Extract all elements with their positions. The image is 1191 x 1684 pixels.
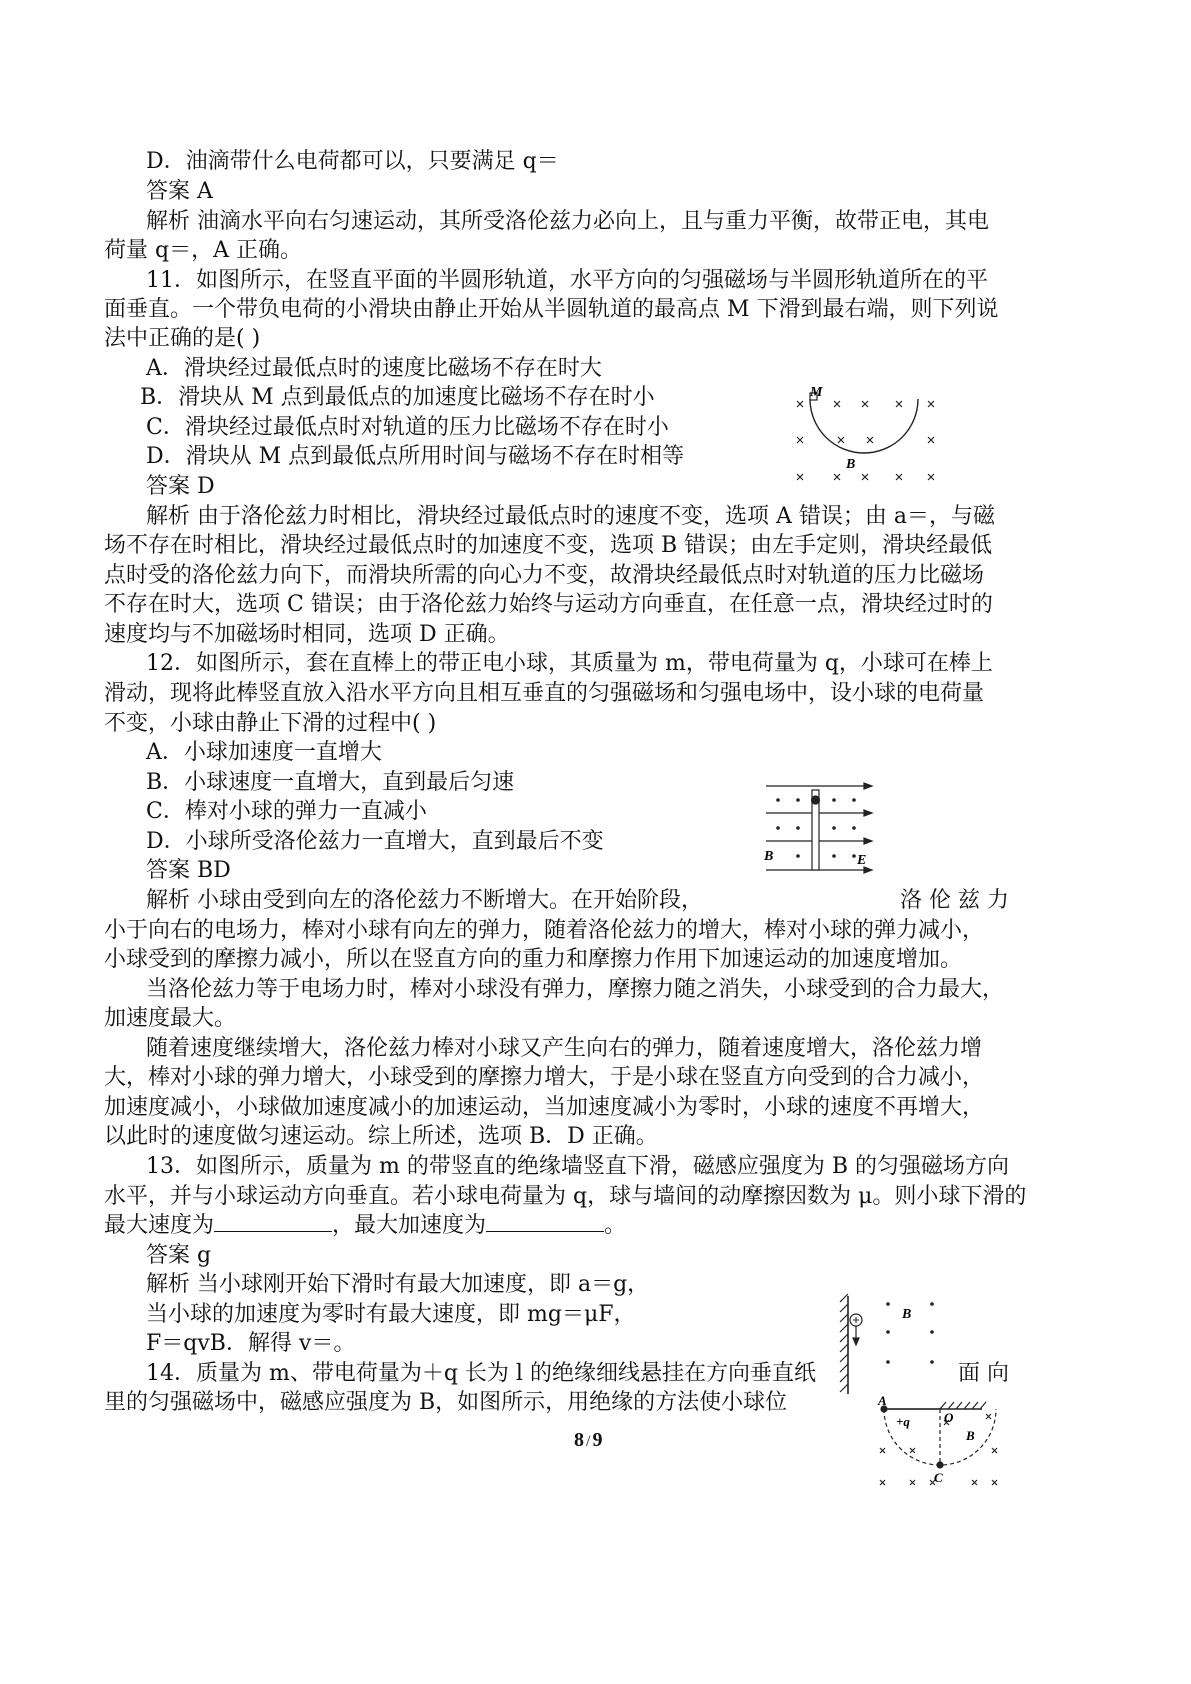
label-b: B <box>966 1428 975 1443</box>
question-12: 12．如图所示，套在直棒上的带正电小球，其质量为 m，带电荷量为 q，小球可在棒上 <box>146 651 993 676</box>
text-line: 解析 当小球刚开始下滑时有最大加速度，即 a＝g， <box>146 1272 650 1297</box>
text-line: 小于向右的电场力，棒对小球有向左的弹力，随着洛伦兹力的增大，棒对小球的弹力减小， <box>104 918 985 943</box>
page-number <box>574 1429 602 1452</box>
text-segment: ，最大加速度为 <box>332 1213 487 1238</box>
option-c: C．滑块经过最低点时对轨道的压力比磁场不存在时小 <box>146 415 669 440</box>
ball-c <box>937 1462 943 1468</box>
figure-q14 <box>868 1390 1008 1500</box>
text-line: 解析 油滴水平向右匀速运动，其所受洛伦兹力必向上，且与重力平衡，故带正电，其电 <box>146 209 989 234</box>
answer-blank-1 <box>214 1211 332 1232</box>
text-line: 荷量 q＝，A 正确。 <box>104 238 302 263</box>
text-line: 水平，并与小球运动方向垂直。若小球电荷量为 q，球与墙间的动摩擦因数为 μ。则小球下滑的 <box>104 1184 1027 1209</box>
text-line: 滑动，现将此棒竖直放入沿水平方向且相互垂直的匀强磁场和匀强电场中，设小球的电荷量 <box>104 681 985 706</box>
question-14: 14．质量为 m、带电荷量为＋q 长为 l 的绝缘细线悬挂在方向垂直纸 <box>146 1361 816 1386</box>
answer-line: 答案 g <box>146 1243 212 1268</box>
label-b: B <box>846 457 856 472</box>
option-d: D．小球所受洛伦兹力一直增大，直到最后不变 <box>146 829 604 854</box>
text-line: 不变，小球由静止下滑的过程中( ) <box>104 711 437 736</box>
text-line: F＝qvB．解得 v＝。 <box>146 1331 356 1356</box>
text-line: 不存在时大，选项 C 错误；由于洛伦兹力始终与运动方向垂直，在任意一点，滑块经过时的 <box>104 592 993 617</box>
text-line: 面垂直。一个带负电荷的小滑块由静止开始从半圆轨道的最高点 M 下滑到最右端，则下列说 <box>104 297 999 322</box>
text-line: 加速度减小，小球做加速度减小的加速运动，当加速度减小为零时，小球的速度不再增大， <box>104 1095 985 1120</box>
text-line: 以此时的速度做匀速运动。综上所述，选项 B．D 正确。 <box>104 1124 658 1149</box>
text-line: 当洛伦兹力等于电场力时，棒对小球没有弹力，摩擦力随之消失，小球受到的合力最大， <box>146 977 1005 1002</box>
text-segment: 。 <box>604 1213 627 1238</box>
text-line: 大，棒对小球的弹力增大，小球受到的摩擦力增大，于是小球在竖直方向受到的合力减小， <box>104 1065 985 1090</box>
label-charge: +q <box>896 1414 910 1429</box>
option-c: C．棒对小球的弹力一直减小 <box>146 799 427 824</box>
answer-line: 答案 BD <box>146 858 231 883</box>
text-line: 里的匀强磁场中，磁感应强度为 B，如图所示，用绝缘的方法使小球位 <box>104 1390 788 1415</box>
question-11: 11．如图所示，在竖直平面的半圆形轨道，水平方向的匀强磁场与半圆形轨道所在的平 <box>146 268 988 293</box>
text-line: 解析 由于洛伦兹力时相比，滑块经过最低点时的速度不变，选项 A 错误；由 a＝，与磁 <box>146 504 995 529</box>
page-total: 9 <box>592 1429 603 1451</box>
option-a: A．小球加速度一直增大 <box>146 740 382 765</box>
label-e: E <box>857 853 867 868</box>
fill-in-line <box>104 1211 626 1241</box>
text-line: 场不存在时相比，滑块经过最低点时的加速度不变，选项 B 错误；由左手定则，滑块经最低 <box>104 533 993 558</box>
option-b: B．滑块从 M 点到最低点的加速度比磁场不存在时小 <box>140 385 655 410</box>
figure-q13 <box>836 1290 956 1400</box>
text-line: D．油滴带什么电荷都可以，只要满足 q＝ <box>146 149 559 174</box>
ceiling-hatching <box>940 1402 986 1409</box>
question-13: 13．如图所示，质量为 m 的带竖直的绝缘墙竖直下滑，磁感应强度为 B 的匀强磁场方向 <box>146 1154 1009 1179</box>
text-line: 小球受到的摩擦力减小，所以在竖直方向的重力和摩擦力作用下加速运动的加速度增加。 <box>104 947 963 972</box>
text-line: 面 向 <box>958 1361 1009 1386</box>
option-a: A．滑块经过最低点时的速度比磁场不存在时大 <box>146 356 602 381</box>
answer-line: 答案 D <box>146 474 215 499</box>
figure-q11 <box>790 384 950 494</box>
charged-ball <box>812 796 820 804</box>
figure-q12 <box>762 776 882 886</box>
page-current: 8 <box>574 1429 584 1451</box>
label-m: M <box>810 385 823 400</box>
text-line: 加速度最大。 <box>104 1006 237 1031</box>
label-o: O <box>944 1410 954 1425</box>
page-separator: / <box>586 1433 591 1450</box>
text-segment: 最大速度为 <box>104 1213 215 1238</box>
answer-line: 答案 A <box>146 179 213 204</box>
text-line: 解析 小球由受到向左的洛伦兹力不断增大。在开始阶段， <box>146 888 703 913</box>
answer-blank-2 <box>486 1211 604 1232</box>
label-b: B <box>764 849 774 864</box>
text-line: 速度均与不加磁场时相同，选项 D 正确。 <box>104 622 510 647</box>
label-c: C <box>934 1470 943 1485</box>
text-line: 法中正确的是( ) <box>104 326 261 351</box>
text-line: 洛 伦 兹 力 <box>900 888 1009 913</box>
option-d: D．滑块从 M 点到最低点所用时间与磁场不存在时相等 <box>146 444 685 469</box>
label-b: B <box>902 1307 912 1322</box>
text-line: 当小球的加速度为零时有最大速度，即 mg＝μF， <box>146 1302 636 1327</box>
field-cross-marks <box>797 401 934 480</box>
text-line: 点时受的洛伦兹力向下，而滑块所需的向心力不变，故滑块经最低点时对轨道的压力比磁场 <box>104 563 985 588</box>
option-b: B．小球速度一直增大，直到最后匀速 <box>146 770 515 795</box>
text-line: 随着速度继续增大，洛伦兹力棒对小球又产生向右的弹力，随着速度增大，洛伦兹力增 <box>146 1036 983 1061</box>
wall-hatching <box>840 1294 848 1392</box>
label-a: A <box>878 1393 887 1408</box>
